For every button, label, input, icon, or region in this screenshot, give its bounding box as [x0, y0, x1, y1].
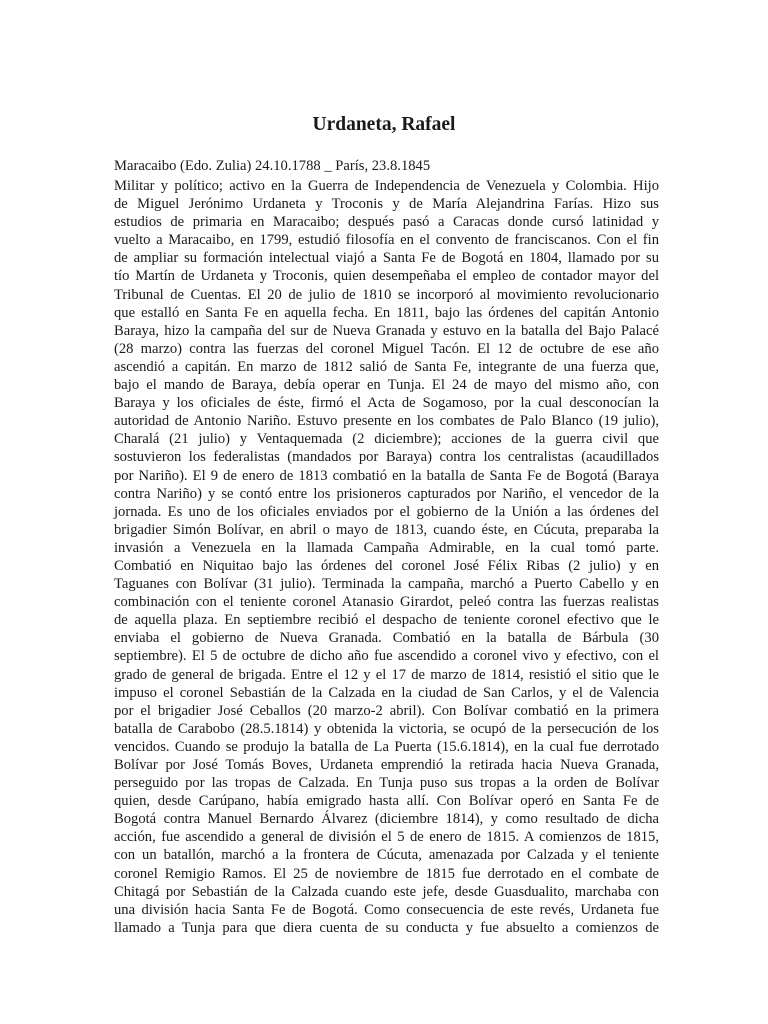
text-line: contra Nariño) y se contó entre los prisioneros capturados por Nariño, el vencedor de la [114, 485, 659, 502]
text-line: perseguido por las tropas de Calzada. En Tunja puso sus tropas a la orden de Bolívar [114, 775, 659, 792]
text-line: que estalló en Santa Fe en aquella fecha. En 1811, bajo las órdenes del capitán Antonio [114, 304, 659, 321]
text-line: Chitagá por Sebastián de la Calzada cuando este jefe, desde Guasdualito, marchaba con [114, 883, 659, 900]
text-line: enviaba el gobierno de Nueva Granada. Combatió en la batalla de Bárbula (30 [114, 630, 659, 647]
text-line: impuso el coronel Sebastián de la Calzada en la ciudad de San Carlos, y el de Valencia [114, 684, 659, 701]
document-title: Urdaneta, Rafael [312, 114, 456, 135]
text-line: Baraya, hizo la campaña del sur de Nueva Granada y estuvo en la batalla del Bajo Palacé [114, 322, 659, 339]
text-line: llamado a Tunja para que diera cuenta de su conducta y fue absuelto a comienzos de [114, 919, 659, 936]
text-line: brigadier Simón Bolívar, en abril o mayo de 1813, cuando éste, en Cúcuta, preparaba la [114, 521, 659, 538]
text-line: Tribunal de Cuentas. El 20 de julio de 1810 se incorporó al movimiento revolucionario [114, 286, 659, 303]
text-line: Baraya y los oficiales de éste, firmó el Acta de Sogamoso, por la cual desconocían la [114, 395, 659, 412]
text-line: vencidos. Cuando se produjo la batalla de La Puerta (15.6.1814), en la cual fue derrotado [114, 738, 659, 755]
text-line: (28 marzo) contra las fuerzas del coronel Miguel Tacón. El 12 de octubre de ese año [114, 340, 659, 357]
text-line: de Miguel Jerónimo Urdaneta y Troconis y de María Alejandrina Farías. Hizo sus [114, 196, 659, 213]
text-line: septiembre). El 5 de octubre de dicho año fue ascendido a coronel vivo y efectivo, con el [114, 648, 659, 665]
text-line: vuelto a Maracaibo, en 1799, estudió filosofía en el convento de franciscanos. Con el fin [114, 232, 659, 249]
text-line: tío Martín de Urdaneta y Troconis, quien desempeñaba el empleo de contador mayor del [114, 268, 659, 285]
text-line: sostuvieron los federalistas (mandados por Baraya) contra los centralistas (acaudillados [114, 449, 659, 466]
text-line: Bogotá contra Manuel Bernardo Álvarez (diciembre 1814), y como resultado de dicha [114, 811, 659, 828]
text-line: Taguanes con Bolívar (31 julio). Terminada la campaña, marchó a Puerto Cabello y en [114, 576, 659, 593]
text-line: acción, fue ascendido a general de división el 5 de enero de 1815. A comienzos de 1815, [114, 829, 659, 846]
text-line: estudios de primaria en Maracaibo; después pasó a Caracas donde cursó latinidad y [114, 214, 659, 231]
text-line: de aquella plaza. En septiembre recibió el despacho de teniente coronel efectivo que le [114, 612, 659, 629]
text-line: autoridad de Antonio Nariño. Estuvo presente en los combates de Palo Blanco (19 julio), [114, 413, 659, 430]
text-line: con un batallón, marchó a la frontera de Cúcuta, amenazada por Calzada y el teniente [114, 847, 659, 864]
text-line: Combatió en Niquitao bajo las órdenes del coronel José Félix Ribas (2 julio) y en [114, 557, 659, 574]
text-line: ascendió a capitán. En marzo de 1812 salió de Santa Fe, integrante de una fuerza que, [114, 358, 659, 375]
text-line: Militar y político; activo en la Guerra de Independencia de Venezuela y Colombia. Hijo [114, 178, 659, 194]
text-line: bajo el mando de Baraya, debía operar en Tunja. El 24 de mayo del mismo año, con [114, 377, 659, 394]
text-line: Bolívar por José Tomás Boves, Urdaneta emprendió la retirada hacia Nueva Granada, [114, 757, 659, 773]
text-line: grado de general de brigada. Entre el 12 y el 17 de marzo de 1814, resistió el sitio que le [114, 666, 659, 683]
text-line: quien, desde Carúpano, había emigrado hasta allí. Con Bolívar operó en Santa Fe de [114, 793, 659, 810]
biography-text [114, 177, 659, 937]
text-line: jornada. Es uno de los oficiales enviados por el gobierno de la Unión a las órdenes del [114, 503, 659, 520]
text-line: combinación con el teniente coronel Atanasio Girardot, peleó contra las fuerzas realistas [114, 594, 659, 611]
birth-death-dates: Maracaibo (Edo. Zulia) 24.10.1788 _ París, 23.8.1845 [114, 158, 431, 174]
text-line: por Nariño). El 9 de enero de 1813 combatió en la batalla de Santa Fe de Bogotá (Baraya [114, 467, 659, 484]
text-line: coronel Remigio Ramos. El 25 de noviembre de 1815 fue derrotado en el combate de [114, 865, 659, 882]
text-line: de ampliar su formación intelectual viajó a Santa Fe de Bogotá en 1804, llamado por su [114, 250, 659, 267]
text-line: batalla de Carabobo (28.5.1814) y obtenida la victoria, se ocupó de la persecución de los [114, 720, 659, 737]
text-line: por el brigadier José Ceballos (20 marzo-2 abril). Con Bolívar combatió en la primera [114, 702, 659, 719]
text-line: una división hacia Santa Fe de Bogotá. Como consecuencia de este revés, Urdaneta fue [114, 901, 659, 918]
text-line: invasión a Venezuela en la llamada Campaña Admirable, en la cual tomó parte. [114, 539, 659, 556]
text-line: Charalá (21 julio) y Ventaquemada (2 diciembre); acciones de la guerra civil que [114, 431, 659, 448]
